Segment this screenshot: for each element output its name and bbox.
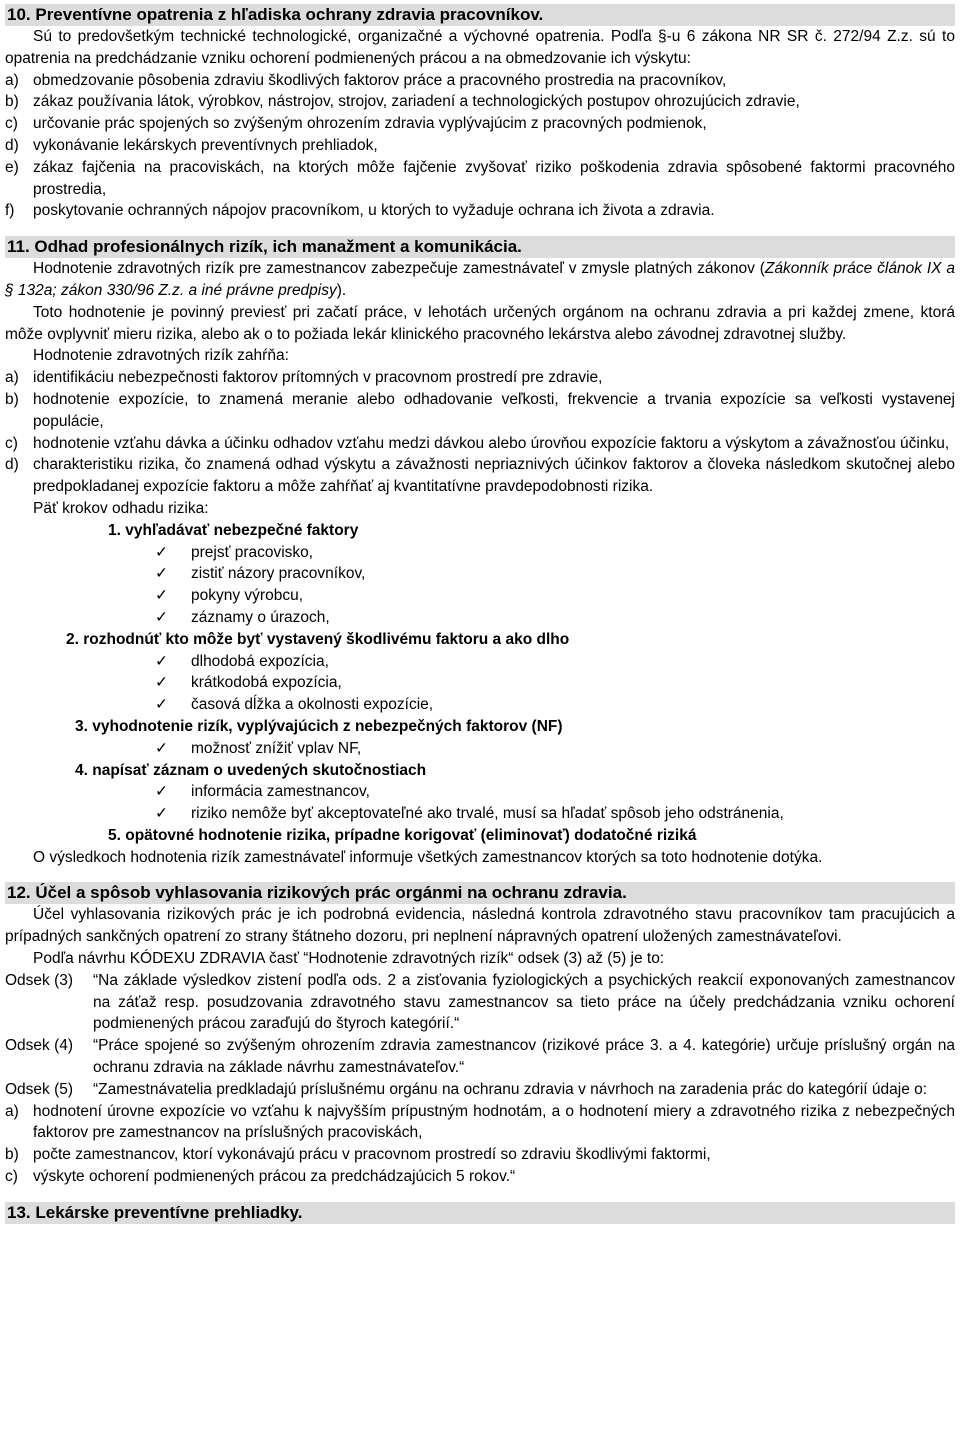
list-item [5,1144,955,1166]
check-icon: ✓ [155,543,168,561]
list-item [5,91,955,113]
list-item [5,454,955,498]
section-11-list [5,367,955,498]
checklist-item [5,738,955,760]
checklist-item-text: dlhodobá expozícia, [191,652,329,670]
list-item-text: určovanie prác spojených so zvýšeným ohrozením zdravia vyplývajúcim z pracovných podmienok, [33,115,707,133]
odsek-text: “Na základe výsledkov zistení podľa ods. 2 a zisťovania fyziologických a psychických reakcií exponovaných zamestnancov na záťaž resp. posudzovania zdravotného stavu zamestnancov sa tieto práce na účely predchádzania vzniku ochorení podmienených prácou zaraďujú do štyroch kategórií.“ [93,971,955,1033]
odsek-text: “Zamestnávatelia predkladajú príslušnému orgánu na ochranu zdravia v návrhoch na zaradenia prác do kategórií údaje o: [93,1080,928,1098]
odsek-label: Odsek (5) [5,1080,74,1098]
step-title: 1. vyhľadávať nebezpečné faktory [108,521,359,539]
checklist-item-text: riziko nemôže byť akceptovateľné ako trvalé, musí sa hľadať spôsob jeho odstránenia, [191,805,784,823]
check-icon: ✓ [155,608,168,626]
section-10-list [5,70,955,223]
checklist-item [5,542,955,564]
odsek-list [5,970,955,1101]
checklist-item [5,585,955,607]
step-title: 2. rozhodnúť kto môže byť vystavený škodlivému faktoru a ako dlho [66,630,570,648]
list-item-label: a) [5,369,19,387]
checklist-item-text: informácia zamestnancov, [191,783,370,801]
list-item [5,113,955,135]
checklist-item-text: možnosť znížiť vplav NF, [191,739,362,757]
check-icon: ✓ [155,783,168,801]
section-11-heading: 11. Odhad profesionálnych rizík, ich manažment a komunikácia. [5,236,955,258]
check-icon: ✓ [155,674,168,692]
step-title: 5. opätovné hodnotenie rizika, prípadne korigovať (eliminovať) dodatočné riziká [108,826,697,844]
odsek-item [5,1035,955,1079]
list-item [5,157,955,201]
list-item-text: obmedzovanie pôsobenia zdraviu škodlivých faktorov práce a pracovného prostredia na pracovníkov, [33,71,727,89]
section-11-paragraph-1: Hodnotenie zdravotných rizík pre zamestnancov zabezpečuje zamestnávateľ v zmysle platných zákonov (Zákonník práce článok IX a § 132a; zákon 330/96 Z.z. a iné právne predpisy). [5,260,955,299]
list-item [5,1166,955,1188]
section-12-list [5,1101,955,1188]
checklist-item-text: záznamy o úrazoch, [191,608,330,626]
checklist-item [5,672,955,694]
list-item-text: poskytovanie ochranných nápojov pracovníkom, u ktorých to vyžaduje ochrana ich života a zdravia. [33,202,715,220]
list-item-text: charakteristiku rizika, čo znamená odhad výskytu a závažnosti nepriaznivých účinkov faktorov a človeka následkom skutočnej alebo predpokladanej expozície faktoru a môže zahŕňať aj kvantitatívne pravdepodobnosti rizika. [33,456,955,496]
list-item-label: a) [5,1102,19,1120]
list-item-text: hodnotenie vzťahu dávka a účinku odhadov vzťahu medzi dávkou alebo úrovňou expozície faktoru a výskytom a závažnosťou účinku, [33,434,950,452]
list-item-label: b) [5,93,19,111]
check-icon: ✓ [155,565,168,583]
list-item-label: c) [5,1168,18,1186]
section-12-heading: 12. Účel a spôsob vyhlasovania rizikových prác orgánmi na ochranu zdravia. [5,882,955,904]
list-item-label: f) [5,202,15,220]
list-item [5,367,955,389]
list-item [5,389,955,433]
list-item-text: výskyte ochorení podmienených prácou za predchádzajúcich 5 rokov.“ [33,1168,516,1186]
list-item [5,1101,955,1145]
check-icon: ✓ [155,652,168,670]
checklist-item [5,694,955,716]
section-11-paragraph-3: Hodnotenie zdravotných rizík zahŕňa: [33,347,289,365]
check-icon: ✓ [155,587,168,605]
list-item-label: e) [5,158,19,176]
checklist-item [5,781,955,803]
list-item-text: identifikáciu nebezpečnosti faktorov prítomných v pracovnom prostredí pre zdravie, [33,369,603,387]
checklist-item-text: krátkodobá expozícia, [191,674,342,692]
check-icon: ✓ [155,805,168,823]
steps-intro: Päť krokov odhadu rizika: [33,499,209,517]
checklist-item [5,803,955,825]
step-title: 4. napísať záznam o uvedených skutočnostiach [75,761,427,779]
section-11-closing: O výsledkoch hodnotenia rizík zamestnávateľ informuje všetkých zamestnancov ktorých sa toto hodnotenie dotýka. [33,848,823,866]
section-10-intro: Sú to predovšetkým technické technologické, organizačné a výchovné opatrenia. Podľa §-u 6 zákona NR SR č. 272/94 Z.z. sú to opatrenia na predchádzanie vzniku ochorení podmienených prácou a na obmedzovanie ich výskytu: [5,28,955,67]
list-item-text: hodnotenie expozície, to znamená meranie alebo odhadovanie veľkosti, frekvencie a trvania expozície sa veľkosti vystavenej populácie, [33,390,955,430]
list-item-label: d) [5,456,19,474]
odsek-item [5,1079,955,1101]
odsek-label: Odsek (4) [5,1037,74,1055]
list-item-label: c) [5,434,18,452]
document-page [5,4,955,1224]
odsek-text: “Práce spojené so zvýšeným ohrozením zdravia zamestnancov (rizikové práce 3. a 4. kategórie) určuje príslušný orgán na ochranu zdravia na základe návrhu zamestnávateľov.“ [93,1037,955,1077]
odsek-item [5,970,955,1035]
list-item-text: vykonávanie lekárskych preventívnych prehliadok, [33,136,378,154]
list-item-text: zákaz fajčenia na pracoviskách, na ktorých môže fajčenie zvyšovať riziko poškodenia zdravia spôsobené faktormi pracovného prostredia, [33,158,955,198]
check-icon: ✓ [155,739,168,757]
section-10-heading: 10. Preventívne opatrenia z hľadiska ochrany zdravia pracovníkov. [5,4,955,26]
section-13-heading: 13. Lekárske preventívne prehliadky. [5,1202,955,1224]
list-item [5,70,955,92]
list-item-text: zákaz používania látok, výrobkov, nástrojov, strojov, zariadení a technologických postupov ohrozujúcich zdravie, [33,93,800,111]
step-title: 3. vyhodnotenie rizík, vyplývajúcich z nebezpečných faktorov (NF) [75,717,563,735]
checklist-item [5,607,955,629]
list-item [5,433,955,455]
checklist-item-text: pokyny výrobcu, [191,587,303,605]
list-item-text: hodnotení úrovne expozície vo vzťahu k najvyšším prípustným hodnotám, a o hodnotení miery a zdravotného rizika z nebezpečných faktorov pre zamestnancov na príslušných pracoviskách, [33,1102,955,1142]
checklist-item [5,651,955,673]
checklist-item-text: prejsť pracovisko, [191,543,314,561]
checklist-item [5,563,955,585]
checklist-item-text: časová dĺžka a okolnosti expozície, [191,696,434,714]
list-item-label: b) [5,1146,19,1164]
risk-steps [5,520,955,847]
section-12-paragraph-1: Účel vyhlasovania rizikových prác je ich podrobná evidencia, následná kontrola zdravotného stavu pracovníkov tam pracujúcich a prípadných sankčných opatrení zo strany štátneho dozoru, pri neplnení nápravných opatrení uložených zamestnávateľovi. [5,906,955,946]
list-item-label: b) [5,390,19,408]
list-item [5,200,955,222]
checklist-item-text: zistiť názory pracovníkov, [191,565,366,583]
list-item [5,135,955,157]
list-item-label: c) [5,115,18,133]
list-item-label: a) [5,71,19,89]
section-11-paragraph-2: Toto hodnotenie je povinný previesť pri začatí práce, v lehotách určených orgánom na ochranu zdravia a pri každej zmene, ktorá môže ovplyvniť mieru rizika, alebo ak o to požiada lekár klinického pracovného lekárstva alebo závodnej zdravotnej služby. [5,303,955,343]
odsek-label: Odsek (3) [5,971,74,989]
legal-reference: Zákonník práce článok IX a § 132a; zákon 330/96 Z.z. a iné právne predpisy [5,260,955,299]
check-icon: ✓ [155,696,168,714]
list-item-text: počte zamestnancov, ktorí vykonávajú prácu v pracovnom prostredí so zdraviu škodlivými faktormi, [33,1146,711,1164]
section-12-paragraph-2: Podľa návrhu KÓDEXU ZDRAVIA časť “Hodnotenie zdravotných rizík“ odsek (3) až (5) je to: [33,950,665,968]
list-item-label: d) [5,136,19,154]
